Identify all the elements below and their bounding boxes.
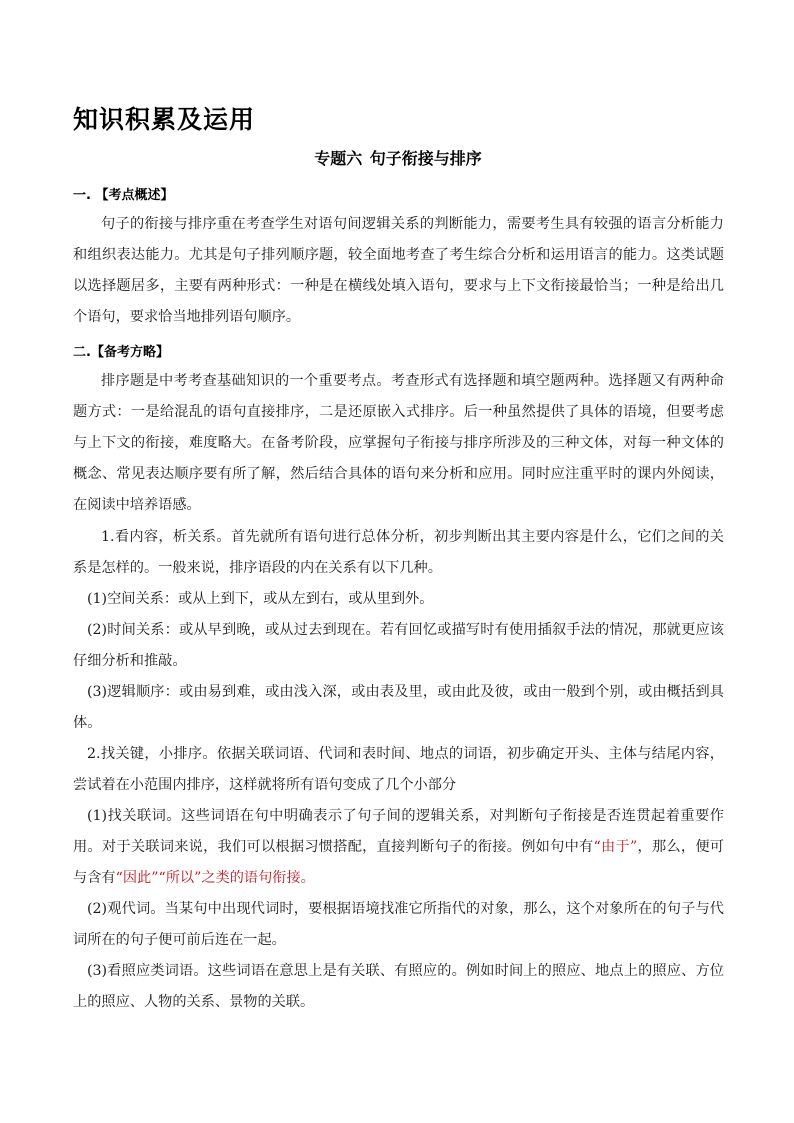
topic-number: 专题六: [314, 149, 363, 168]
echo-words-paragraph: (3)看照应类词语。这些词语在意思上是有关联、有照应的。例如时间上的照应、地点上的照应、方位上的照应、人物的关系、景物的关联。: [73, 963, 724, 1010]
pronoun-paragraph: (2)观代词。当某句中出现代词时，要根据语境找准它所指代的对象，那么，这个对象所在的句子与代词所在的句子便可前后连在一起。: [73, 901, 724, 948]
logic-order-paragraph: (3)逻辑顺序：或由易到难，或由浅入深，或由表及里，或由此及彼，或由一般到个别，或由概括到具体。: [73, 684, 724, 731]
conjunction-paragraph: [73, 801, 724, 894]
topic-title: [0, 146, 794, 169]
section-heading-overview: 一. 【考点概述】: [73, 188, 174, 203]
overview-paragraph: 句子的衔接与排序重在考查学生对语句间逻辑关系的判断能力，需要考生具有较强的语言分析能力和组织表达能力。尤其是句子排列顺序题，较全面地考查了考生综合分析和运用语言的能力。这类试题以选择题居多，主要有两种形式：一种是在横线处填入语句，要求与上下文衔接最恰当；一种是给出几个语句，要求恰当地排列语句顺序。: [73, 216, 724, 325]
conjunction-text-a: (1)找关联词。这些词语在句中明确表示了句子间的逻辑关系，对判断句子衔接是否连贯起着重要作用。对于关联词来说，我们可以根据习惯搭配，直接判断句子的衔接。例如句中有: [73, 808, 724, 855]
method-1-paragraph: 1.看内容，析关系。首先就所有语句进行总体分析，初步判断出其主要内容是什么，它们之间的关系是怎样的。一般来说，排序语段的内在关系有以下几种。: [73, 529, 724, 576]
section-heading-strategy: 二.【备考方略】: [73, 345, 169, 360]
page-title: 知识积累及运用: [73, 105, 256, 134]
conjunction-text-b: ，那么，便可与含有: [73, 839, 724, 886]
time-relation-paragraph: (2)时间关系：或从早到晚，或从过去到现在。若有回忆或描写时有使用插叙手法的情况，那就更应该仔细分析和推敲。: [73, 622, 724, 669]
conjunction-example-b: “因此”“所以”之类的语句衔接。: [115, 870, 315, 886]
topic-name: 句子衔接与排序: [369, 149, 482, 168]
strategy-paragraph: 排序题是中考考查基础知识的一个重要考点。考查形式有选择题和填空题两种。选择题又有两种命题方式：一是给混乱的语句直接排序，二是还原嵌入式排序。后一种虽然提供了具体的语境，但要考虑与上下文的衔接，难度略大。在备考阶段，应掌握句子衔接与排序所涉及的三种文体，对每一种文体的概念、常见表达顺序要有所了解，然后结合具体的语句来分析和应用。同时应注重平时的课内外阅读，在阅读中培养语感。: [73, 373, 724, 513]
method-2-paragraph: 2.找关键，小排序。依据关联词语、代词和表时间、地点的词语，初步确定开头、主体与结尾内容，尝试着在小范围内排序，这样就将所有语句变成了几个小部分: [73, 746, 724, 793]
conjunction-example-a: “由于”: [593, 839, 638, 855]
spatial-relation-paragraph: (1)空间关系：或从上到下，或从左到右，或从里到外。: [87, 591, 434, 607]
